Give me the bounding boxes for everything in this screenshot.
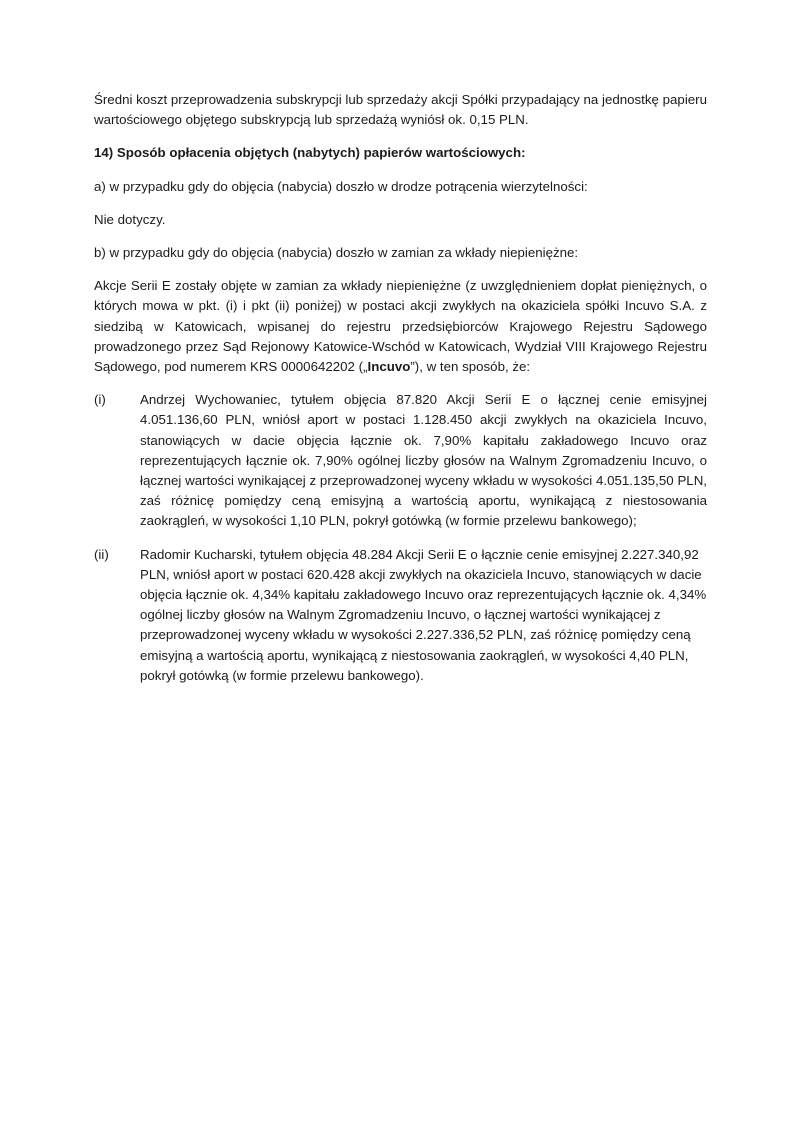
list-item-marker: (i) [94, 392, 106, 408]
paragraph-item-b-label: b) w przypadku gdy do objęcia (nabycia) doszło w zamian za wkłady niepieniężne: [94, 245, 579, 261]
heading-section-14: 14) Sposób opłacenia objętych (nabytych) papierów wartościowych: [94, 145, 526, 161]
company-short-name-incuvo: Incuvo [367, 359, 411, 375]
list-item [94, 390, 707, 531]
paragraph-item-b-body-text-after: ”), w ten sposób, że: [410, 359, 531, 375]
paragraph-item-b-body [94, 276, 707, 377]
paragraph-item-b-body-text-before: Akcje Serii E zostały objęte w zamian za wkłady niepieniężne (z uwzględnieniem dopłat pieniężnych, o których mowa w pkt. (i) i pkt (ii) poniżej) w postaci akcji zwykłych na okaziciela spółki Incuvo S.A. z siedzibą w Katowicach, wpisanej do rejestru przedsiębiorców Krajowego Rejestru Sądowego prowadzonego przez Sąd Rejonowy Katowice-Wschód w Katowicach, Wydział VIII Krajowego Rejestru Sądowego, pod numerem KRS 0000642202 („ [94, 278, 707, 375]
list-item-marker: (ii) [94, 546, 109, 562]
document-body [94, 90, 707, 686]
paragraph-average-subscription-cost: Średni koszt przeprowadzenia subskrypcji lub sprzedaży akcji Spółki przypadający na jednostkę papieru wartościowego objętego subskrypcją lub sprzedażą wyniósł ok. 0,15 PLN. [94, 92, 707, 128]
paragraph-item-a-label: a) w przypadku gdy do objęcia (nabycia) doszło w drodze potrącenia wierzytelności: [94, 178, 588, 194]
list-item-text: Radomir Kucharski, tytułem objęcia 48.284 Akcji Serii E o łącznie cenie emisyjnej 2.227.340,92 PLN, wniósł aport w postaci 620.428 akcji zwykłych na okaziciela Incuvo, stanowiących w dacie objęcia łącznie ok. 4,34% kapitału zakładowego Incuvo oraz reprezentujących łącznie ok. 4,34% ogólnej liczby głosów na Walnym Zgromadzeniu Incuvo, o łącznej wartości wynikającej z przeprowadzonej wyceny wkładu w wysokości 2.227.336,52 PLN, zaś różnicę pomiędzy ceną emisyjną a wartością aportu, wynikającą z niestosowania zaokrągleń, w wysokości 4,40 PLN, pokrył gotówką (w formie przelewu bankowego). [140, 546, 707, 683]
paragraph-item-a-answer: Nie dotyczy. [94, 211, 166, 227]
list-item-text: Andrzej Wychowaniec, tytułem objęcia 87.820 Akcji Serii E o łącznej cenie emisyjnej 4.051.136,60 PLN, wniósł aport w postaci 1.128.450 akcji zwykłych na okaziciela Incuvo, stanowiących w dacie objęcia łącznie ok. 7,90% kapitału zakładowego Incuvo oraz reprezentujących łącznie ok. 7,90% ogólnej liczby głosów na Walnym Zgromadzeniu Incuvo, o łącznej wartości wynikającej z przeprowadzonej wyceny wkładu w wysokości 4.051.135,50 PLN, zaś różnicę pomiędzy ceną emisyjną a wartością aportu, wynikającą z niestosowania zaokrągleń, w wysokości 1,10 PLN, pokrył gotówką (w formie przelewu bankowego); [140, 392, 707, 529]
list-item [94, 545, 707, 686]
